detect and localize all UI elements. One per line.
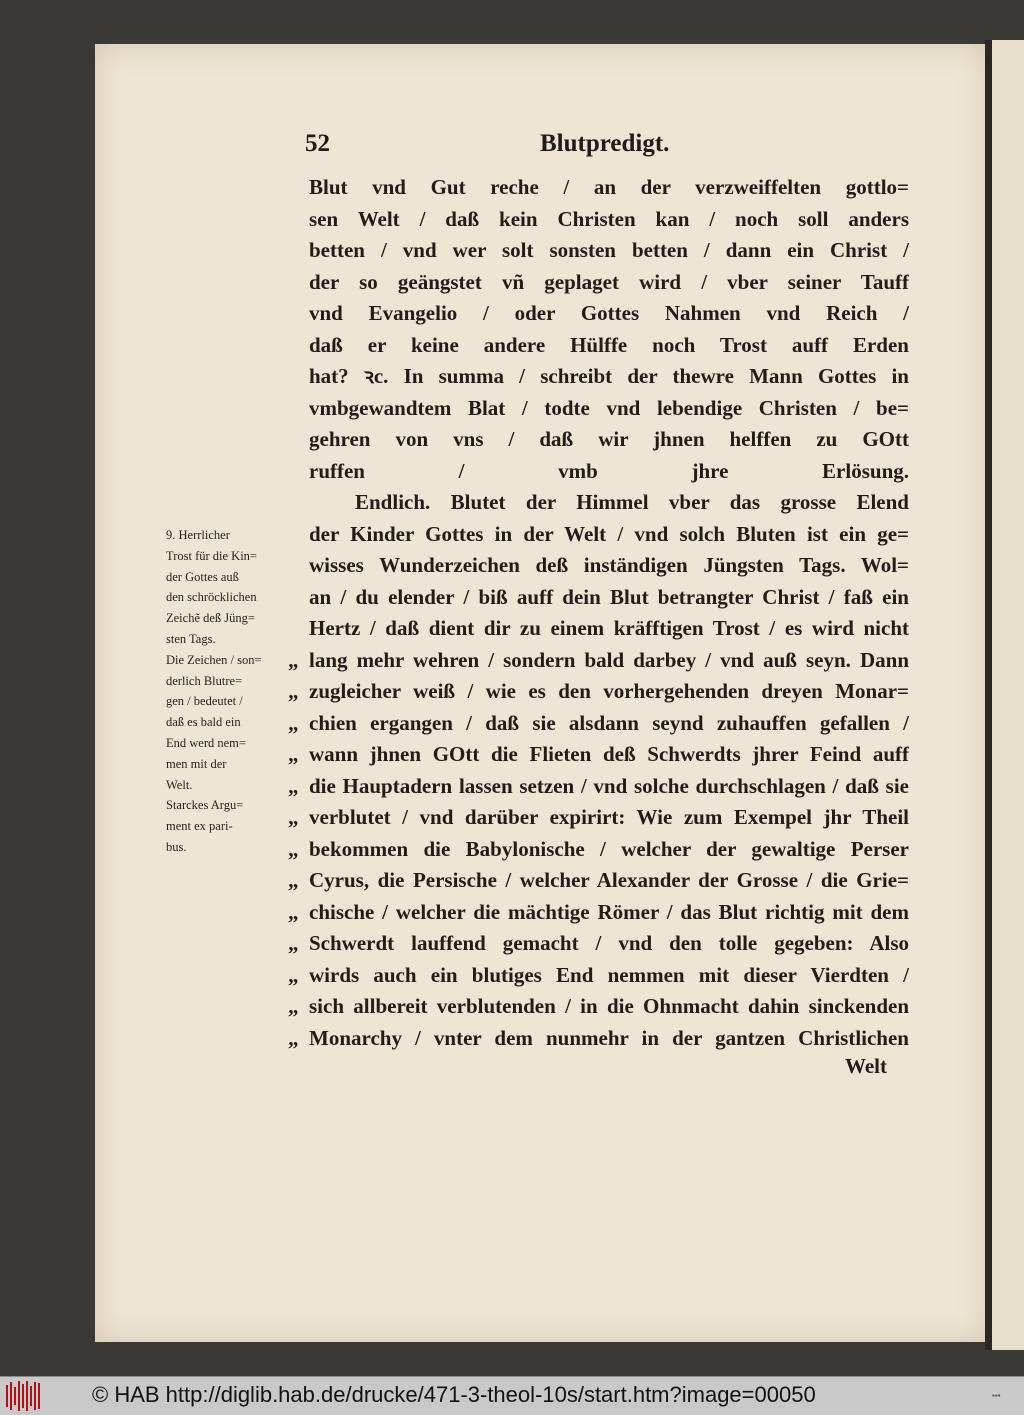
logo-bar <box>14 1387 16 1405</box>
footer-marker: ▪▪▪ <box>992 1391 1001 1400</box>
quote-mark: „ <box>288 773 299 798</box>
quote-mark: „ <box>288 836 299 861</box>
margin-note-line: Starckes Argu= <box>166 798 244 813</box>
text-line: vnd Evangelio / oder Gottes Nahmen vnd Reich / <box>309 301 909 325</box>
margin-note-line: gen / bedeutet / <box>166 694 243 709</box>
text-line: an / du elender / biß auff dein Blut betrangter Christ / faß ein <box>309 584 909 609</box>
margin-note-line: Die Zeichen / son= <box>166 652 262 667</box>
text-line: der Kinder Gottes in der Welt / vnd solch Bluten ist ein ge= <box>309 521 909 546</box>
logo-bar <box>26 1381 28 1411</box>
copyright-link[interactable]: © HAB http://diglib.hab.de/drucke/471-3-theol-10s/start.htm?image=00050 <box>92 1382 816 1407</box>
page-number: 52 <box>305 130 330 157</box>
quote-mark: „ <box>288 899 299 924</box>
logo-bar <box>10 1382 12 1410</box>
margin-note-line: sten Tags. <box>166 632 216 646</box>
adjacent-page-edge <box>992 40 1024 1350</box>
quote-mark: „ <box>288 868 299 892</box>
text-line: Schwerdt lauffend gemacht / vnd den tolle gegeben: Also <box>309 931 909 955</box>
quote-mark: „ <box>288 805 299 829</box>
text-line: sich allbereit verblutenden / in die Ohnmacht dahin sinckenden <box>309 994 909 1018</box>
text-line: ruffen / vmb jhre Erlösung. <box>309 458 909 483</box>
text-line: der so geängstet vñ geplaget wird / vber seiner Tauff <box>309 269 909 294</box>
quote-mark: „ <box>288 742 299 766</box>
margin-note-line: bus. <box>166 840 187 854</box>
text-line: vmbgewandtem Blat / todte vnd lebendige Christen / be= <box>309 395 909 420</box>
text-line: die Hauptadern lassen setzen / vnd solche durchschlagen / daß sie <box>309 773 909 798</box>
margin-note-line: den schröcklichen <box>166 590 257 605</box>
quote-mark: „ <box>288 931 299 955</box>
text-line: bekommen die Babylonische / welcher der gewaltige Perser <box>309 836 909 861</box>
footer-bar <box>0 1376 1024 1415</box>
text-line: Hertz / daß dient dir zu einem kräfftigen Trost / es wird nicht <box>309 616 909 640</box>
hab-logo <box>6 1381 46 1411</box>
logo-bar <box>18 1381 20 1411</box>
text-line: Endlich. Blutet der Himmel vber das grosse Elend <box>355 490 909 514</box>
margin-note-line: der Gottes auß <box>166 569 239 584</box>
text-line: Cyrus, die Persische / welcher Alexander der Grosse / die Grie= <box>309 868 909 892</box>
text-line: sen Welt / daß kein Christen kan / noch soll anders <box>309 206 909 231</box>
text-line: betten / vnd wer solt sonsten betten / dann ein Christ / <box>309 238 909 262</box>
catchword: Welt <box>845 1054 887 1078</box>
text-line: lang mehr wehren / sondern bald darbey / vnd auß seyn. Dann <box>309 647 909 672</box>
margin-note-line: 9. Herrlicher <box>166 528 230 542</box>
margin-note-line: Trost für die Kin= <box>166 548 257 563</box>
text-line: daß er keine andere Hülffe noch Trost auff Erden <box>309 332 909 357</box>
margin-note-line: daß es bald ein <box>166 715 241 730</box>
quote-mark: „ <box>288 679 299 703</box>
quote-mark: „ <box>288 994 299 1018</box>
margin-note-line: Welt. <box>166 777 193 792</box>
margin-note-line: derlich Blutre= <box>166 673 243 688</box>
logo-bar <box>22 1384 24 1408</box>
logo-bar <box>38 1383 40 1409</box>
logo-bar <box>34 1382 36 1410</box>
quote-mark: „ <box>288 1025 299 1050</box>
quote-mark: „ <box>288 710 299 735</box>
text-line: gehren von vns / daß wir jhnen helffen zu GOtt <box>309 427 909 451</box>
logo-bar <box>30 1386 32 1406</box>
text-line: chische / welcher die mächtige Römer / das Blut richtig mit dem <box>309 899 909 924</box>
quote-mark: „ <box>288 962 299 987</box>
margin-note-line: ment ex pari- <box>166 819 233 834</box>
quote-mark: „ <box>288 647 299 672</box>
text-line: verblutet / vnd darüber expirirt: Wie zum Exempel jhr Theil <box>309 805 909 829</box>
text-line: Monarchy / vnter dem nunmehr in der gantzen Christlichen <box>309 1025 909 1050</box>
running-title: Blutpredigt. <box>540 130 670 157</box>
text-line: wirds auch ein blutiges End nemmen mit dieser Vierdten / <box>309 962 909 987</box>
text-line: Blut vnd Gut reche / an der verzweiffelten gottlo= <box>309 175 909 199</box>
margin-note-line: Zeichẽ deß Jüng= <box>166 611 255 626</box>
text-line: wann jhnen GOtt die Flieten deß Schwerdts jhrer Feind auff <box>309 742 909 766</box>
margin-note-line: men mit der <box>166 756 227 771</box>
text-line: zugleicher weiß / wie es den vorhergehenden dreyen Monar= <box>309 679 909 703</box>
margin-note-line: End werd nem= <box>166 736 246 750</box>
text-line: hat? ꝛc. In summa / schreibt der thewre Mann Gottes in <box>309 364 909 388</box>
logo-bar <box>6 1385 8 1407</box>
text-line: chien ergangen / daß sie alsdann seynd zuhauffen gefallen / <box>309 710 909 735</box>
text-line: wisses Wunderzeichen deß inständigen Jüngsten Tags. Wol= <box>309 553 909 577</box>
